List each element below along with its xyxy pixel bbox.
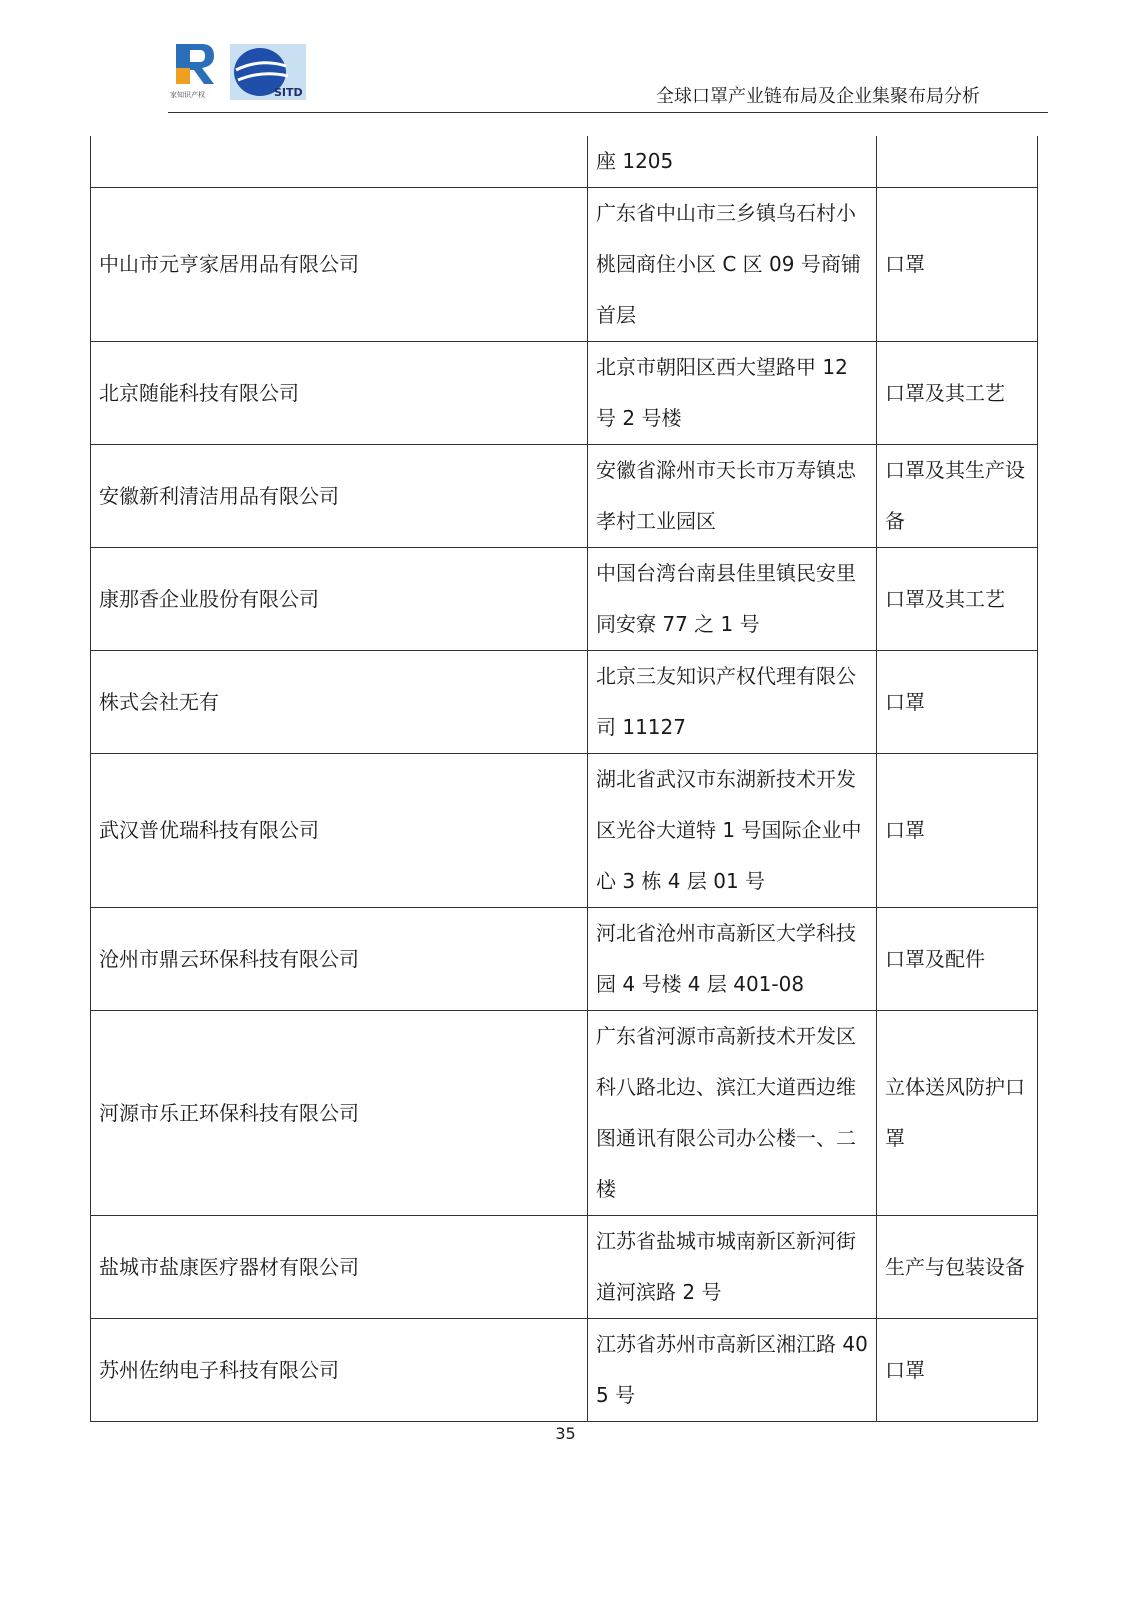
address-cell: 安徽省滁州市天长市万寿镇忠孝村工业园区: [588, 445, 877, 548]
table-row: [91, 136, 1038, 188]
logo-text: SITD: [274, 86, 303, 99]
table-row: [91, 188, 1038, 342]
address-cell: 座 1205: [588, 136, 877, 188]
page-header: [168, 40, 1048, 114]
product-cell: 口罩: [877, 754, 1038, 908]
address-cell: 河北省沧州市高新区大学科技园 4 号楼 4 层 401-08: [588, 908, 877, 1011]
company-cell: 河源市乐正环保科技有限公司: [91, 1011, 588, 1216]
table-row: [91, 754, 1038, 908]
address-cell: 北京三友知识产权代理有限公司 11127: [588, 651, 877, 754]
company-cell: 康那香企业股份有限公司: [91, 548, 588, 651]
product-cell: 口罩及其工艺: [877, 548, 1038, 651]
header-rule: [168, 112, 1048, 113]
product-cell: [877, 136, 1038, 188]
company-cell: 安徽新利清洁用品有限公司: [91, 445, 588, 548]
company-table: [90, 136, 1038, 1422]
sitd-logo-icon: [230, 44, 306, 100]
product-cell: 立体送风防护口罩: [877, 1011, 1038, 1216]
product-cell: 口罩及配件: [877, 908, 1038, 1011]
logo-caption: 家知识产权: [170, 91, 205, 99]
address-cell: 广东省中山市三乡镇乌石村小桃园商住小区 C 区 09 号商铺首层: [588, 188, 877, 342]
address-cell: 江苏省盐城市城南新区新河街道河滨路 2 号: [588, 1216, 877, 1319]
company-cell: 株式会社无有: [91, 651, 588, 754]
address-cell: 北京市朝阳区西大望路甲 12 号 2 号楼: [588, 342, 877, 445]
product-cell: 口罩: [877, 651, 1038, 754]
product-cell: 生产与包装设备: [877, 1216, 1038, 1319]
company-cell: 盐城市盐康医疗器材有限公司: [91, 1216, 588, 1319]
document-title: 全球口罩产业链布局及企业集聚布局分析: [656, 86, 980, 107]
company-cell: 武汉普优瑞科技有限公司: [91, 754, 588, 908]
page-number: 35: [555, 1424, 576, 1443]
table-row: [91, 1011, 1038, 1216]
table-row: [91, 342, 1038, 445]
company-cell: 沧州市鼎云环保科技有限公司: [91, 908, 588, 1011]
table-row: [91, 1319, 1038, 1422]
address-cell: 中国台湾台南县佳里镇民安里同安寮 77 之 1 号: [588, 548, 877, 651]
company-cell: 北京随能科技有限公司: [91, 342, 588, 445]
table-row: [91, 908, 1038, 1011]
address-cell: 湖北省武汉市东湖新技术开发区光谷大道特 1 号国际企业中心 3 栋 4 层 01 号: [588, 754, 877, 908]
table-row: [91, 651, 1038, 754]
table-row: [91, 1216, 1038, 1319]
product-cell: 口罩: [877, 1319, 1038, 1422]
table-row: [91, 548, 1038, 651]
company-cell: 苏州佐纳电子科技有限公司: [91, 1319, 588, 1422]
product-cell: 口罩及其生产设备: [877, 445, 1038, 548]
company-cell: 中山市元亨家居用品有限公司: [91, 188, 588, 342]
address-cell: 广东省河源市高新技术开发区科八路北边、滨江大道西边维图通讯有限公司办公楼一、二楼: [588, 1011, 877, 1216]
table-row: [91, 445, 1038, 548]
product-cell: 口罩: [877, 188, 1038, 342]
company-cell: [91, 136, 588, 188]
product-cell: 口罩及其工艺: [877, 342, 1038, 445]
address-cell: 江苏省苏州市高新区湘江路 405 号: [588, 1319, 877, 1422]
